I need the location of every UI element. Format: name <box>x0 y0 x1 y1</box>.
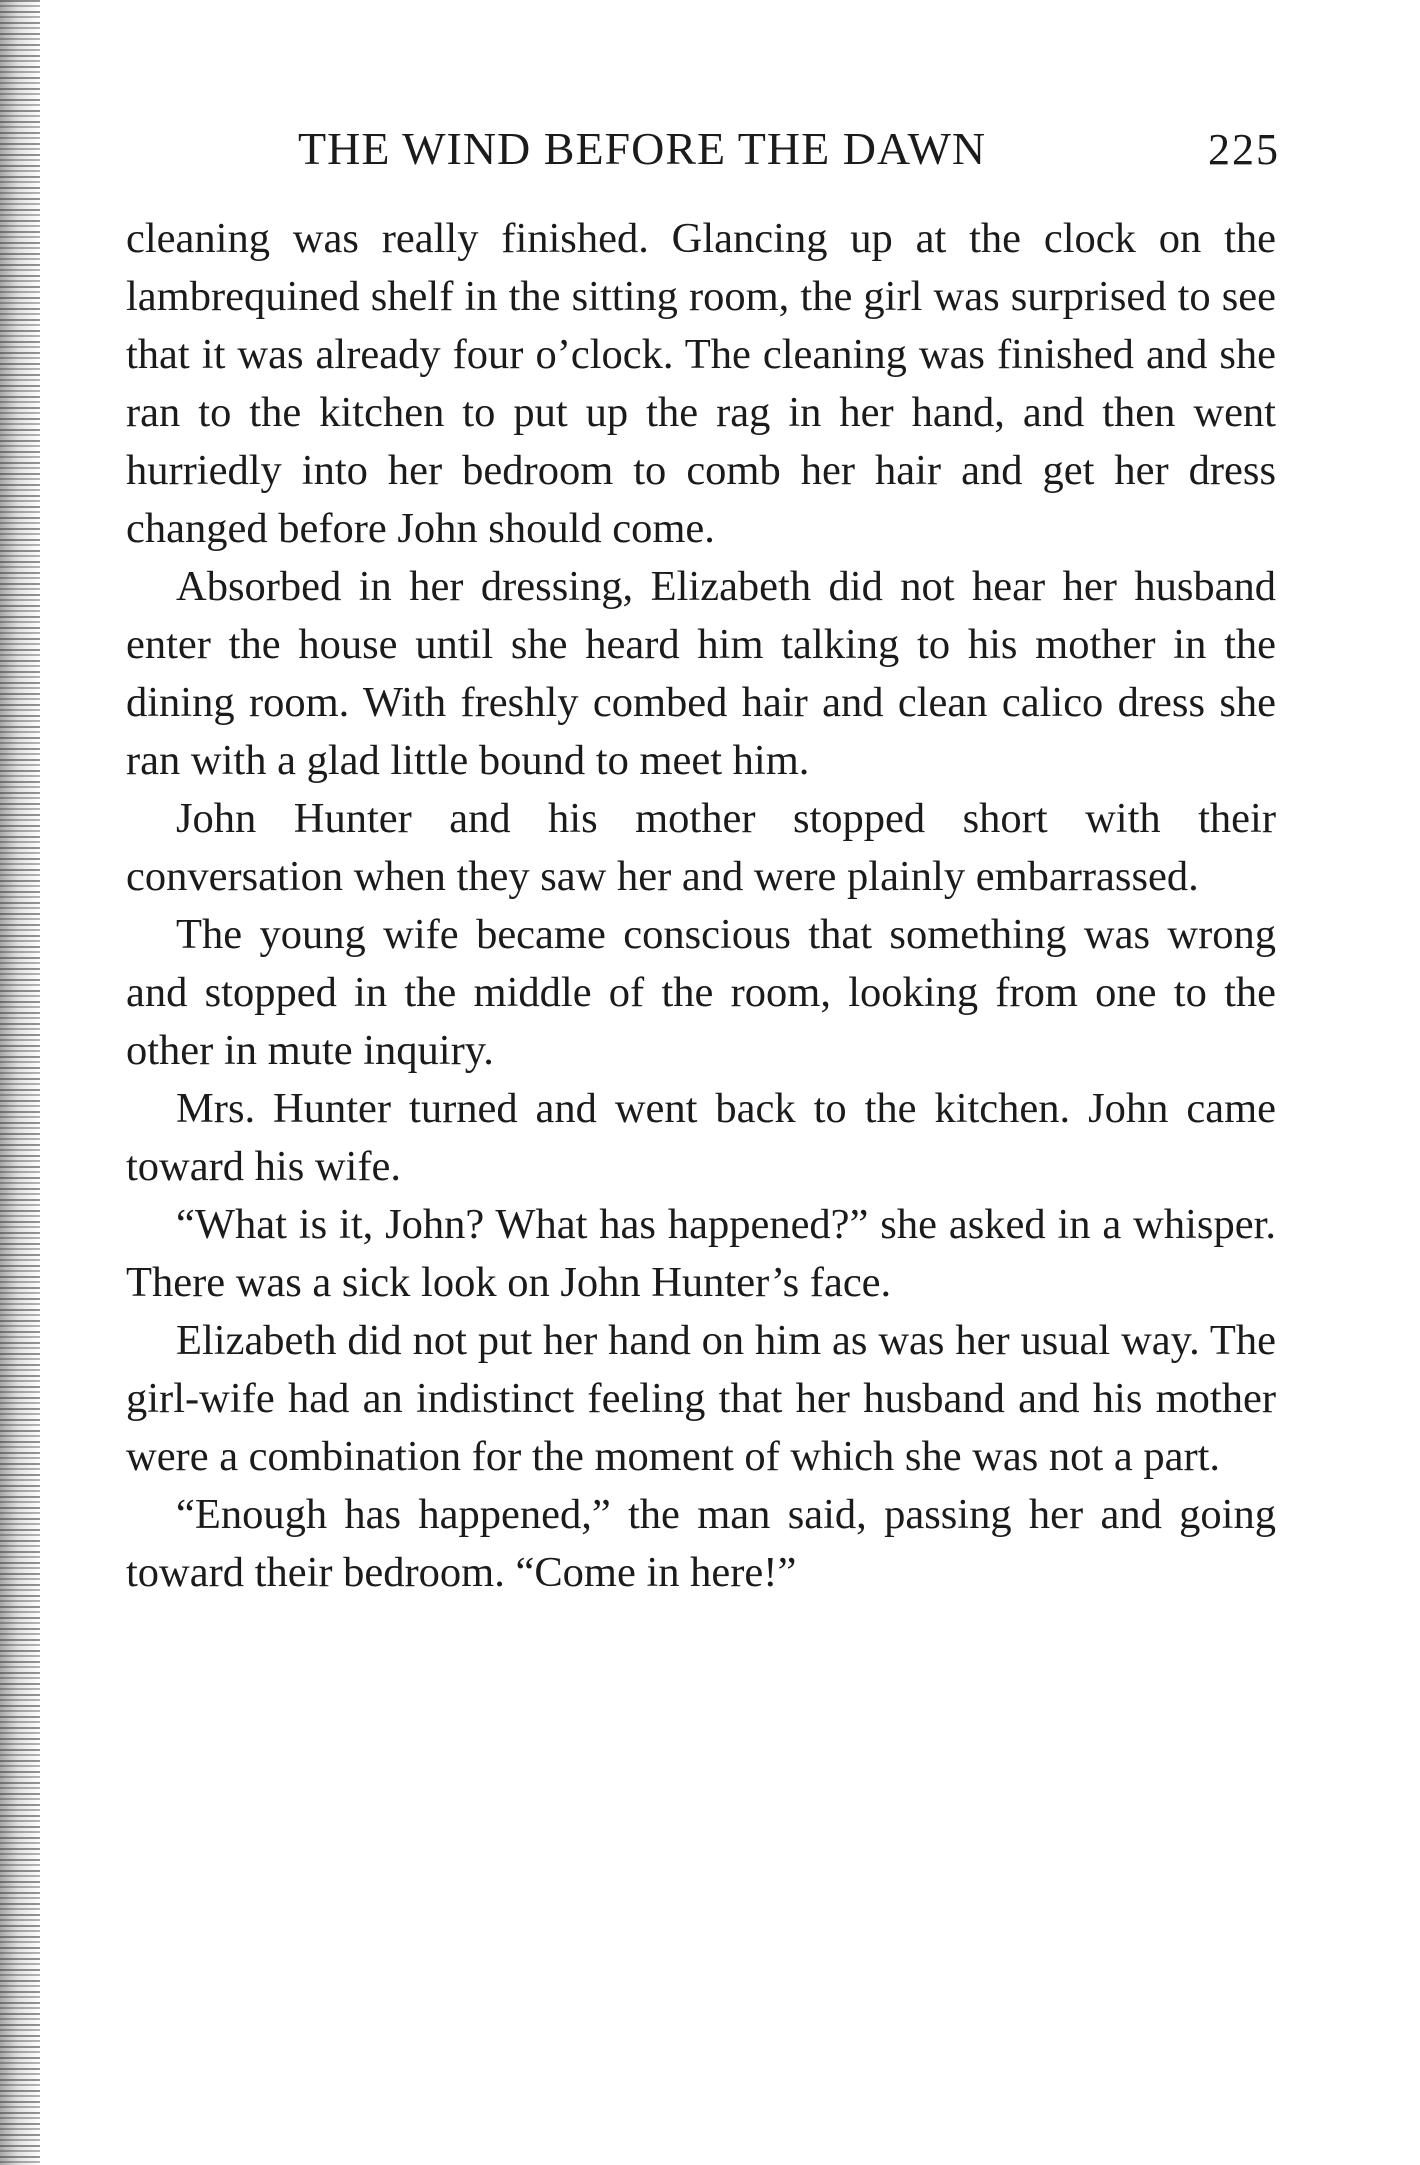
body-text <box>126 210 1276 1602</box>
paragraph: Elizabeth did not put her hand on him as was her usual way. The girl-wife had an indistinct feeling that her husband and his mother were a combination for the moment of which she was not a part. <box>126 1317 1276 1480</box>
paragraph: The young wife became conscious that something was wrong and stopped in the middle of the room, looking from one to the other in mute inquiry. <box>126 911 1276 1074</box>
running-head <box>130 122 1280 182</box>
paragraph: John Hunter and his mother stopped short with their conversation when they saw her and were plainly embarrassed. <box>126 795 1276 900</box>
paragraph: “What is it, John? What has happened?” she asked in a whisper. There was a sick look on John Hunter’s face. <box>126 1201 1276 1306</box>
paragraph: Mrs. Hunter turned and went back to the kitchen. John came toward his wife. <box>126 1085 1276 1190</box>
page-binding-edge <box>0 0 40 2165</box>
running-title: THE WIND BEFORE THE DAWN <box>298 123 987 174</box>
page-number: 225 <box>1208 125 1280 174</box>
paragraph: cleaning was really finished. Glancing up at the clock on the lambrequined shelf in the sitting room, the girl was surprised to see that it was already four o’clock. The cleaning was finished and she ran to the kitchen to put up the rag in her hand, and then went hurriedly into her bedroom to comb her hair and get her dress changed before John should come. <box>126 215 1276 552</box>
paragraph: Absorbed in her dressing, Elizabeth did not hear her husband enter the house until she heard him talking to his mother in the dining room. With freshly combed hair and clean calico dress she ran with a glad little bound to meet him. <box>126 563 1276 784</box>
paragraph: “Enough has happened,” the man said, passing her and going toward their bedroom. “Come in here!” <box>126 1491 1276 1596</box>
